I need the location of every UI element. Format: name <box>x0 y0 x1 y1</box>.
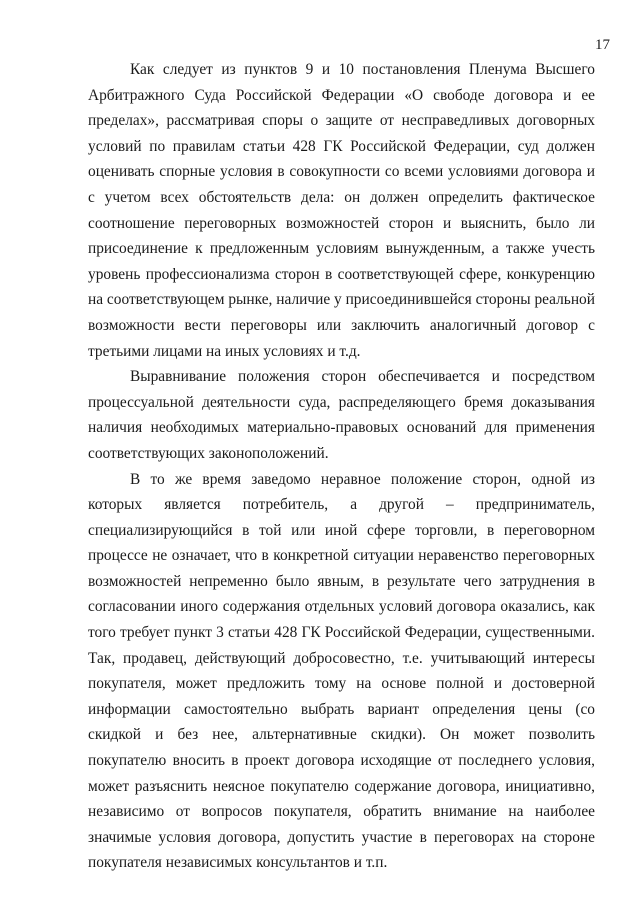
document-body <box>88 57 595 876</box>
paragraph: Как следует из пунктов 9 и 10 постановления Пленума Высшего Арбитражного Суда Российской Федерации «О свободе договора и ее пределах», рассматривая споры о защите от несправедливых договорных условий по правилам статьи 428 ГК Российской Федерации, суд должен оценивать спорные условия в совокупности со всеми условиями договора и с учетом всех обстоятельств дела: он должен определить фактическое соотношение переговорных возможностей сторон и выяснить, было ли присоединение к предложенным условиям вынужденным, а также учесть уровень профессионализма сторон в соответствующей сфере, конкуренцию на соответствующем рынке, наличие у присоединившейся стороны реальной возможности вести переговоры или заключить аналогичный договор с третьими лицами на иных условиях и т.д. <box>88 61 595 360</box>
paragraph: В то же время заведомо неравное положение сторон, одной из которых является потребитель, а другой – предприниматель, специализирующийся в той или иной сфере торговли, в переговорном процессе не означает, что в конкретной ситуации неравенство переговорных возможностей непременно было явным, в результате чего затруднения в согласовании иного содержания отдельных условий договора оказались, как того требует пункт 3 статьи 428 ГК Российской Федерации, существенными. Так, продавец, действующий добросовестно, т.е. учитывающий интересы покупателя, может предложить тому на основе полной и достоверной информации самостоятельно выбрать вариант определения цены (со скидкой и без нее, альтернативные скидки). Он может позволить покупателю вносить в проект договора исходящие от последнего условия, может разъяснить неясное покупателю содержание договора, инициативно, независимо от вопросов покупателя, обратить внимание на наиболее значимые условия договора, допустить участие в переговорах на стороне покупателя независимых консультантов и т.п. <box>88 470 595 872</box>
paragraph: Выравнивание положения сторон обеспечивается и посредством процессуальной деятельности суда, распределяющего бремя доказывания наличия необходимых материально-правовых оснований для применения соответствующих законоположений. <box>88 368 595 462</box>
page-number: 17 <box>595 37 610 53</box>
